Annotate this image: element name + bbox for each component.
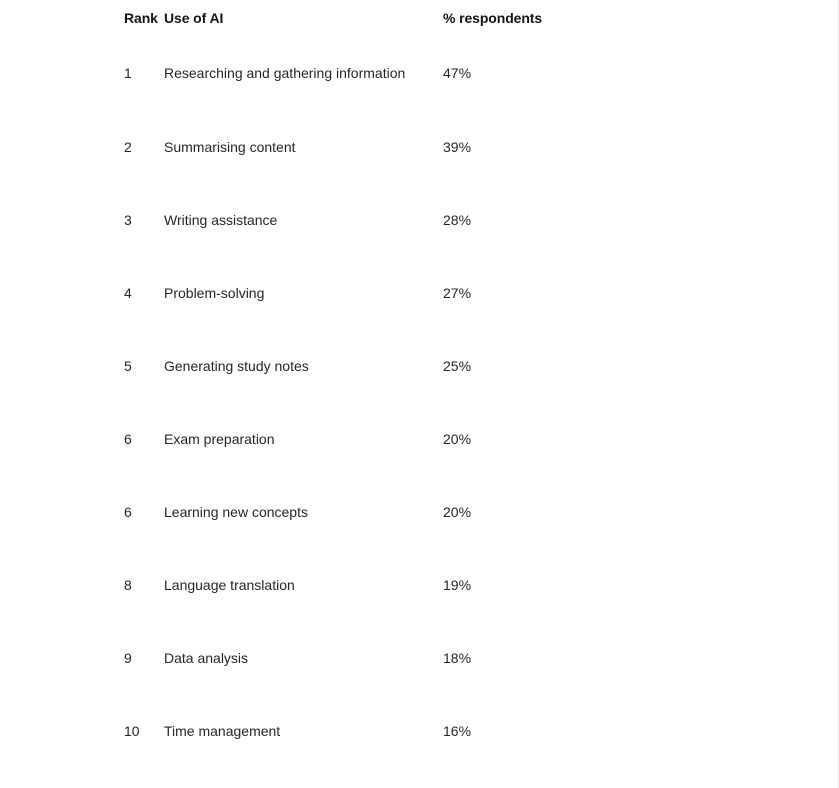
table-header	[124, 0, 643, 36]
use-cell: Writing assistance	[164, 211, 278, 228]
table-row	[124, 694, 643, 767]
rank-cell: 3	[124, 211, 132, 228]
use-cell: Learning new concepts	[164, 503, 308, 520]
table-row	[124, 110, 643, 183]
percent-cell: 47%	[443, 65, 472, 81]
use-cell: Researching and gathering information	[164, 65, 406, 81]
use-cell: Generating study notes	[164, 357, 309, 374]
table-row	[124, 402, 643, 475]
use-cell: Data analysis	[164, 649, 249, 666]
use-cell: Exam preparation	[164, 430, 275, 447]
header-rank: Rank	[124, 10, 158, 26]
header-percent-respondents: % respondents	[443, 10, 543, 26]
percent-cell: 20%	[443, 503, 472, 520]
percent-cell: 18%	[443, 649, 472, 666]
percent-cell: 39%	[443, 138, 472, 155]
rank-cell: 6	[124, 430, 132, 447]
rank-cell: 9	[124, 649, 132, 666]
percent-cell: 19%	[443, 576, 472, 593]
use-cell: Summarising content	[164, 138, 296, 155]
rank-cell: 8	[124, 576, 132, 593]
percent-cell: 28%	[443, 211, 472, 228]
header-row	[124, 0, 643, 36]
table-row	[124, 183, 643, 256]
header-use-of-ai: Use of AI	[164, 10, 224, 26]
table-row	[124, 621, 643, 694]
percent-cell: 16%	[443, 722, 472, 739]
table-body	[124, 36, 643, 767]
rank-cell: 2	[124, 138, 132, 155]
use-cell: Problem-solving	[164, 284, 265, 301]
table-row	[124, 548, 643, 621]
rank-cell: 10	[124, 722, 140, 739]
rank-cell: 1	[124, 65, 132, 81]
rank-cell: 4	[124, 284, 132, 301]
use-cell: Time management	[164, 722, 281, 739]
ai-use-ranking-table	[124, 0, 643, 767]
percent-cell: 27%	[443, 284, 472, 301]
percent-cell: 20%	[443, 430, 472, 447]
table-row	[124, 36, 643, 110]
table-row	[124, 329, 643, 402]
percent-cell: 25%	[443, 357, 472, 374]
use-cell: Language translation	[164, 576, 295, 593]
rank-cell: 6	[124, 503, 132, 520]
table-row	[124, 256, 643, 329]
table-row	[124, 475, 643, 548]
rank-cell: 5	[124, 357, 132, 374]
